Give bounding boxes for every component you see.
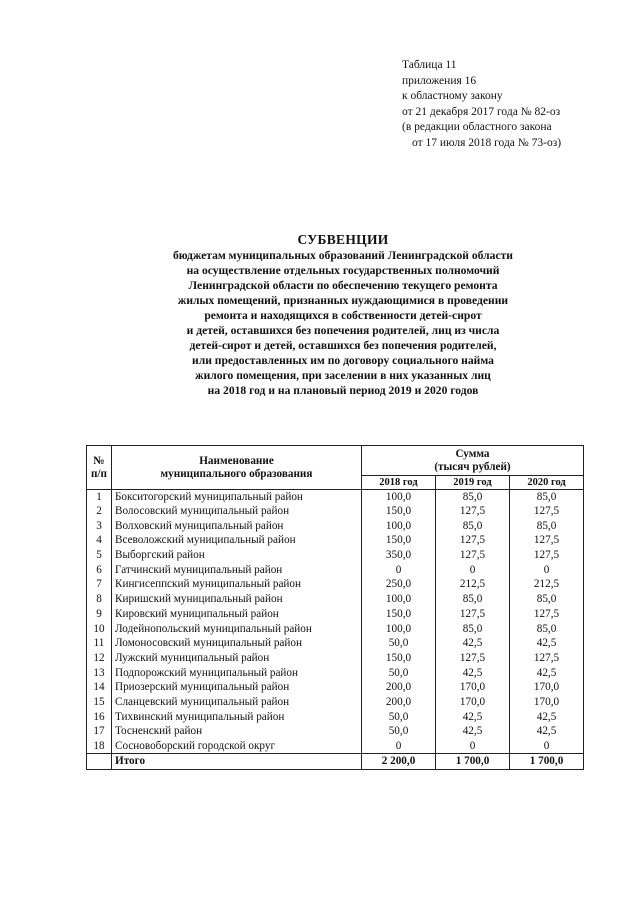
- municipality-name: Волосовский муниципальный район: [112, 504, 362, 519]
- value-2020: 170,0: [510, 680, 584, 695]
- municipality-name: Гатчинский муниципальный район: [112, 563, 362, 578]
- municipality-name: Тихвинский муниципальный район: [112, 710, 362, 725]
- table-row: [87, 636, 584, 651]
- table-row: [87, 563, 584, 578]
- title-line: жилого помещения, при заселении в них указанных лиц: [195, 369, 491, 382]
- title-line: или предоставленных им по договору социального найма: [192, 354, 494, 367]
- value-2019: 85,0: [436, 622, 510, 637]
- municipality-name: Выборгский район: [112, 548, 362, 563]
- table-row: [87, 607, 584, 622]
- reference-appendix: приложения 16: [402, 74, 477, 87]
- table-row: [87, 622, 584, 637]
- municipality-name: Сосновоборский городской округ: [112, 739, 362, 754]
- reference-edition: (в редакции областного закона: [402, 121, 552, 133]
- row-number: 18: [87, 739, 112, 754]
- municipality-name: Лужский муниципальный район: [112, 651, 362, 666]
- value-2020: 85,0: [510, 592, 584, 607]
- value-2020: 85,0: [510, 622, 584, 637]
- value-2020: 85,0: [510, 519, 584, 534]
- table-row: [87, 519, 584, 534]
- value-2019: 170,0: [436, 695, 510, 710]
- value-2020: 85,0: [510, 490, 584, 505]
- value-2019: 42,5: [436, 725, 510, 740]
- municipality-name: Всеволожский муниципальный район: [112, 534, 362, 549]
- column-header-name-line1: Наименование: [199, 454, 274, 467]
- column-header-sum-line1: Сумма: [455, 447, 490, 460]
- document-reference: [402, 58, 561, 151]
- table-row: [87, 710, 584, 725]
- reference-edition-date: от 17 июля 2018 года № 73-оз): [412, 136, 562, 149]
- value-2018: 0: [362, 739, 436, 754]
- value-2019: 42,5: [436, 666, 510, 681]
- value-2019: 0: [436, 739, 510, 754]
- value-2019: 127,5: [436, 651, 510, 666]
- value-2018: 50,0: [362, 636, 436, 651]
- value-2018: 100,0: [362, 622, 436, 637]
- reference-law-date: от 21 декабря 2017 года № 82-оз: [402, 105, 561, 118]
- row-number: 12: [87, 651, 112, 666]
- title-line: Ленинградской области по обеспечению текущего ремонта: [188, 279, 498, 292]
- value-2019: 85,0: [436, 490, 510, 505]
- column-header-2020: 2020 год: [510, 476, 584, 490]
- value-2018: 50,0: [362, 725, 436, 740]
- value-2018: 100,0: [362, 592, 436, 607]
- row-number: 11: [87, 636, 112, 651]
- value-2018: 250,0: [362, 578, 436, 593]
- value-2020: 127,5: [510, 651, 584, 666]
- row-number: 8: [87, 592, 112, 607]
- municipality-name: Ломоносовский муниципальный район: [112, 636, 362, 651]
- municipality-name: Кингисеппский муниципальный район: [112, 578, 362, 593]
- total-row: [87, 754, 584, 770]
- title-line: бюджетам муниципальных образований Ленинградской области: [173, 249, 513, 262]
- title-line: на осуществление отдельных государственных полномочий: [186, 264, 500, 277]
- row-number: 1: [87, 490, 112, 505]
- value-2019: 85,0: [436, 592, 510, 607]
- value-2019: 85,0: [436, 519, 510, 534]
- row-number: 9: [87, 607, 112, 622]
- value-2018: 150,0: [362, 504, 436, 519]
- value-2018: 150,0: [362, 651, 436, 666]
- table-row: [87, 695, 584, 710]
- value-2019: 127,5: [436, 548, 510, 563]
- municipality-name: Сланцевский муниципальный район: [112, 695, 362, 710]
- value-2018: 100,0: [362, 490, 436, 505]
- value-2018: 200,0: [362, 695, 436, 710]
- municipality-name: Подпорожский муниципальный район: [112, 666, 362, 681]
- row-number: 13: [87, 666, 112, 681]
- column-header-number-line2: п/п: [90, 467, 107, 480]
- row-number: 7: [87, 578, 112, 593]
- value-2020: 42,5: [510, 666, 584, 681]
- table-row: [87, 725, 584, 740]
- value-2019: 0: [436, 563, 510, 578]
- table-row: [87, 504, 584, 519]
- municipality-name: Приозерский муниципальный район: [112, 680, 362, 695]
- row-number: 17: [87, 725, 112, 740]
- title-main: СУБВЕНЦИИ: [297, 232, 389, 247]
- value-2020: 42,5: [510, 636, 584, 651]
- table-row: [87, 548, 584, 563]
- table-row: [87, 578, 584, 593]
- row-number: 10: [87, 622, 112, 637]
- value-2018: 350,0: [362, 548, 436, 563]
- row-number: 4: [87, 534, 112, 549]
- row-number: 3: [87, 519, 112, 534]
- value-2019: 127,5: [436, 607, 510, 622]
- row-number: 15: [87, 695, 112, 710]
- municipality-name: Киришский муниципальный район: [112, 592, 362, 607]
- value-2019: 212,5: [436, 578, 510, 593]
- table-row: [87, 666, 584, 681]
- value-2018: 150,0: [362, 607, 436, 622]
- table-row: [87, 739, 584, 754]
- row-number: 14: [87, 680, 112, 695]
- value-2020: 42,5: [510, 710, 584, 725]
- value-2019: 42,5: [436, 636, 510, 651]
- municipality-name: Лодейнопольский муниципальный район: [112, 622, 362, 637]
- value-2020: 127,5: [510, 534, 584, 549]
- table-row: [87, 651, 584, 666]
- column-header-sum: [362, 446, 584, 476]
- column-header-sum-line2: (тысяч рублей): [434, 460, 511, 473]
- value-2018: 150,0: [362, 534, 436, 549]
- value-2020: 42,5: [510, 725, 584, 740]
- value-2020: 0: [510, 563, 584, 578]
- table-row: [87, 680, 584, 695]
- value-2020: 0: [510, 739, 584, 754]
- column-header-2019: 2019 год: [436, 476, 510, 490]
- table-row: [87, 592, 584, 607]
- table-row: [87, 534, 584, 549]
- subventions-table: [86, 445, 584, 770]
- value-2020: 170,0: [510, 695, 584, 710]
- row-number: 6: [87, 563, 112, 578]
- value-2019: 170,0: [436, 680, 510, 695]
- row-number: 2: [87, 504, 112, 519]
- row-number: 16: [87, 710, 112, 725]
- total-2018: 2 200,0: [362, 754, 436, 770]
- column-header-2018: 2018 год: [362, 476, 436, 490]
- title-line: детей-сирот и детей, оставшихся без попечения родителей,: [189, 339, 497, 352]
- row-number: 5: [87, 548, 112, 563]
- value-2018: 50,0: [362, 710, 436, 725]
- title-line: на 2018 год и на плановый период 2019 и 2020 годов: [207, 384, 479, 397]
- column-header-number-line1: №: [93, 454, 105, 467]
- value-2019: 127,5: [436, 504, 510, 519]
- title-line: ремонта и находящихся в собственности детей-сирот: [204, 309, 482, 322]
- reference-table-number: Таблица 11: [402, 59, 457, 71]
- column-header-name-line2: муниципального образования: [160, 467, 313, 480]
- total-2019: 1 700,0: [436, 754, 510, 770]
- value-2019: 127,5: [436, 534, 510, 549]
- value-2018: 200,0: [362, 680, 436, 695]
- value-2018: 50,0: [362, 666, 436, 681]
- municipality-name: Тосненский район: [112, 725, 362, 740]
- title-line: жилых помещений, признанных нуждающимися в проведении: [177, 294, 509, 307]
- total-label: Итого: [112, 754, 362, 770]
- reference-law: к областному закону: [402, 90, 503, 102]
- table-row: [87, 490, 584, 505]
- municipality-name: Кировский муниципальный район: [112, 607, 362, 622]
- total-number-cell: [87, 754, 112, 770]
- value-2020: 212,5: [510, 578, 584, 593]
- municipality-name: Бокситогорский муниципальный район: [112, 490, 362, 505]
- municipality-name: Волховский муниципальный район: [112, 519, 362, 534]
- value-2018: 0: [362, 563, 436, 578]
- value-2020: 127,5: [510, 548, 584, 563]
- column-header-number: [87, 446, 112, 490]
- value-2019: 42,5: [436, 710, 510, 725]
- column-header-name: [112, 446, 362, 490]
- document-title: [60, 232, 626, 398]
- value-2020: 127,5: [510, 607, 584, 622]
- value-2018: 100,0: [362, 519, 436, 534]
- title-line: и детей, оставшихся без попечения родителей, лиц из числа: [186, 324, 500, 337]
- value-2020: 127,5: [510, 504, 584, 519]
- total-2020: 1 700,0: [510, 754, 584, 770]
